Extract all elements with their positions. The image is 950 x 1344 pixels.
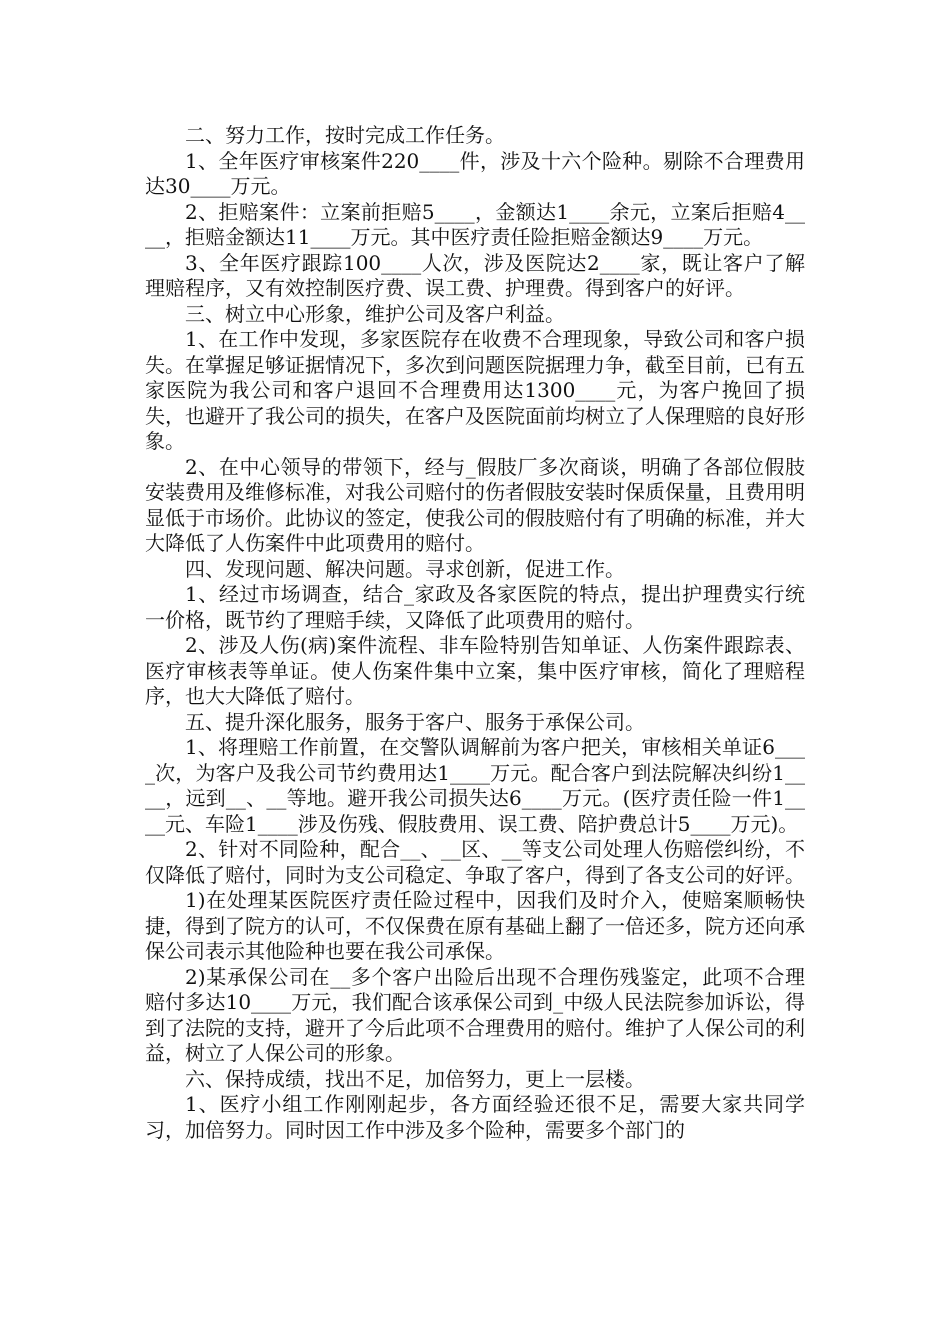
section-heading-2: 二、努力工作，按时完成工作任务。 xyxy=(185,123,505,147)
paragraph: 1、将理赔工作前置，在交警队调解前为客户把关，审核相关单证6____次，为客户及我公司节约费用达1____万元。配合客户到法院解决纠纷1____，远到__、__等地。避开我公司损失达6____万元。(医疗责任险一件1____元、车险1____涉及伤残、假肢费用、误工费、陪护费总计5____万元)。 xyxy=(145,735,805,836)
paragraph: 2、拒赔案件：立案前拒赔5____，金额达1____余元，立案后拒赔4____，拒赔金额达11____万元。其中医疗责任险拒赔金额达9____万元。 xyxy=(145,199,805,249)
section-heading-4: 四、发现问题、解决问题。寻求创新，促进工作。 xyxy=(185,556,625,581)
document-body xyxy=(145,123,805,1143)
paragraph: 3、全年医疗跟踪100____人次，涉及医院达2____家，既让客户了解理赔程序，又有效控制医疗费、误工费、护理费。得到客户的好评。 xyxy=(145,250,805,300)
paragraph: 2、在中心领导的带领下，经与_假肢厂多次商谈，明确了各部位假肢安装费用及维修标准，对我公司赔付的伤者假肢安装时保质保量，且费用明显低于市场价。此协议的签定，使我公司的假肢赔付有了明确的标准，并大大降低了人伤案件中此项费用的赔付。 xyxy=(145,454,805,555)
paragraph: 1)在处理某医院医疗责任险过程中，因我们及时介入，使赔案顺畅快捷，得到了院方的认可，不仅保费在原有基础上翻了一倍还多，院方还向承保公司表示其他险种也要在我公司承保。 xyxy=(145,888,805,963)
paragraph: 1、在工作中发现，多家医院存在收费不合理现象，导致公司和客户损失。在掌握足够证据情况下，多次到问题医院据理力争，截至目前，已有五家医院为我公司和客户退回不合理费用达1300____元，为客户挽回了损失，也避开了我公司的损失，在客户及医院面前均树立了人保理赔的良好形象。 xyxy=(145,327,805,453)
paragraph: 2、针对不同险种，配合__、__区、__等支公司处理人伤赔偿纠纷，不仅降低了赔付，同时为支公司稳定、争取了客户，得到了各支公司的好评。 xyxy=(145,837,805,887)
paragraph: 1、全年医疗审核案件220____件，涉及十六个险种。剔除不合理费用达30____万元。 xyxy=(145,148,805,198)
paragraph: 1、医疗小组工作刚刚起步，各方面经验还很不足，需要大家共同学习，加倍努力。同时因工作中涉及多个险种，需要多个部门的 xyxy=(145,1092,805,1142)
paragraph: 2、涉及人伤(病)案件流程、非车险特别告知单证、人伤案件跟踪表、医疗审核表等单证。使人伤案件集中立案，集中医疗审核，简化了理赔程序，也大大降低了赔付。 xyxy=(145,633,805,708)
paragraph: 1、经过市场调查，结合_家政及各家医院的特点，提出护理费实行统一价格，既节约了理赔手续，又降低了此项费用的赔付。 xyxy=(145,582,805,632)
section-heading-3: 三、树立中心形象，维护公司及客户利益。 xyxy=(185,301,565,326)
section-heading-6: 六、保持成绩，找出不足，加倍努力，更上一层楼。 xyxy=(185,1066,645,1091)
paragraph: 2)某承保公司在__多个客户出险后出现不合理伤残鉴定，此项不合理赔付多达10____万元，我们配合该承保公司到_中级人民法院参加诉讼，得到了法院的支持，避开了今后此项不合理费用的赔付。维护了人保公司的利益，树立了人保公司的形象。 xyxy=(145,964,805,1065)
section-heading-5: 五、提升深化服务，服务于客户、服务于承保公司。 xyxy=(185,709,645,734)
